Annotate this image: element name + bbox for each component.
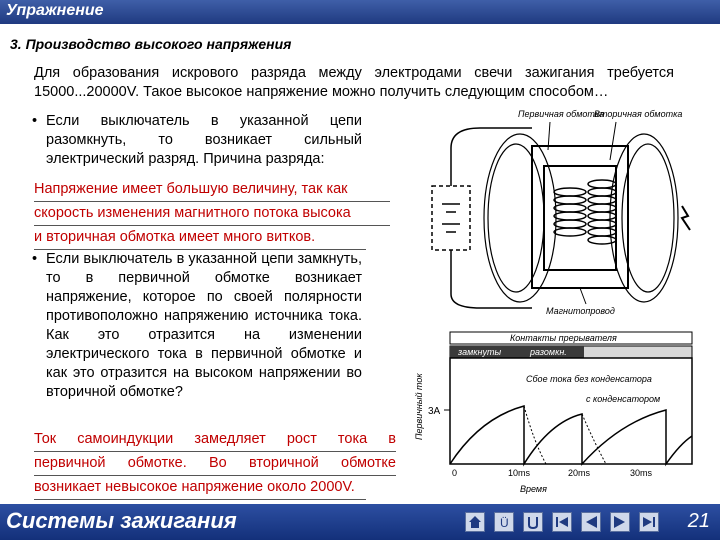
secondary-winding-label: Вторичная обмотка (594, 109, 683, 119)
core-label-leader (580, 288, 586, 304)
first-page-button[interactable] (552, 512, 572, 532)
home-button[interactable] (465, 512, 485, 532)
primary-circuit-wires (451, 128, 532, 308)
x-tick-label: 30ms (630, 468, 653, 478)
answer-2 (34, 428, 396, 500)
primary-current-graph (400, 330, 712, 500)
return-button[interactable] (523, 512, 543, 532)
primary-winding-label: Первичная обмотка (518, 109, 605, 119)
field-lines (484, 134, 678, 302)
bullet-1-text: Если выключатель в указанной цепи разомкнуть, то возникает сильный электрический разряд. Причина разряда: (46, 113, 362, 167)
bullet-1 (32, 112, 362, 169)
answer-2-line: первичной обмотке. Во вторичной обмотке (34, 452, 396, 476)
svg-text:Ü: Ü (500, 516, 509, 529)
answer-2-line: Ток самоиндукции замедляет рост тока в (34, 428, 396, 452)
bullet-marker: • (32, 113, 38, 129)
secondary-label-leader (610, 122, 616, 160)
prev-button[interactable] (581, 512, 601, 532)
x-tick-label: 10ms (508, 468, 531, 478)
answer-1-line: скорость изменения магнитного потока высока (34, 202, 390, 226)
help-button[interactable] (494, 512, 514, 532)
state-open-label: разомкн. (530, 347, 567, 357)
next-icon (613, 515, 627, 529)
return-icon (526, 515, 540, 529)
page-title: Упражнение (6, 2, 104, 19)
x-tick-label: 0 (452, 468, 458, 478)
bullet-2 (32, 250, 362, 402)
annotation-with-capacitor: с конденсатором (586, 394, 661, 404)
footer-brand: Системы зажигания (6, 508, 237, 533)
graph-x-label: Время (520, 484, 547, 494)
answer-2-line: возникает невысокое напряжение около 2000V. (34, 476, 366, 500)
page-number: 21 (687, 510, 710, 532)
next-button[interactable] (610, 512, 630, 532)
primary-winding (554, 188, 586, 236)
graph-header-title: Контакты прерывателя (510, 333, 617, 343)
last-page-icon (642, 515, 656, 529)
last-page-button[interactable] (639, 512, 659, 532)
home-icon (468, 515, 482, 529)
secondary-winding (588, 180, 616, 244)
annotation-without-capacitor: Сбое тока без конденсатора (526, 374, 652, 384)
intro-text: Для образования искрового разряда между электродами свечи зажигания требуется 15000...20000V. Такое высокое напряжение можно получить следующим способом… (34, 65, 674, 100)
answer-1 (34, 178, 390, 250)
answer-1-line: Напряжение имеет большую величину, так как (34, 178, 390, 202)
prev-icon (584, 515, 598, 529)
help-icon (497, 515, 511, 529)
first-page-icon (555, 515, 569, 529)
battery-symbol (432, 186, 470, 250)
answer-1-line: и вторичная обмотка имеет много витков. (34, 226, 366, 250)
spark-icon (682, 206, 690, 230)
bullet-2-text: Если выключатель в указанной цепи замкнуть, то в первичной обмотке возникает напряжение, которое по своей полярности противоположно напряжению источника тока. Как это отразится на изменении электрического тока в первичной обмотке и как это отразится на высоком напряжении во вторичной обмотке? (46, 251, 362, 400)
magnetic-core-label: Магнитопровод (546, 306, 615, 316)
graph-y-label: Первичный ток (414, 373, 424, 440)
graph-y-tick: 3A (428, 406, 441, 417)
title-bar (0, 0, 720, 24)
x-tick-label: 20ms (568, 468, 591, 478)
exercise-subtitle: 3. Производство высокого напряжения (10, 36, 292, 52)
state-closed-label: замкнуты (458, 347, 502, 357)
bullet-marker: • (32, 251, 38, 267)
ignition-coil-diagram (420, 108, 710, 320)
magnetic-core (532, 146, 628, 288)
